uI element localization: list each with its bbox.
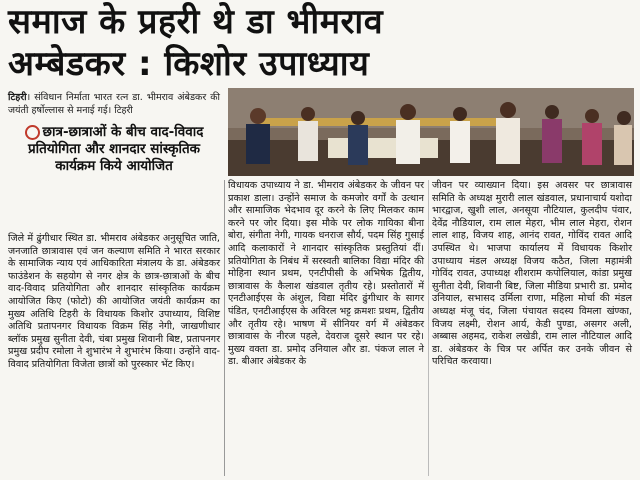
dateline: टिहरी: [8, 92, 27, 103]
column-divider-2: [428, 180, 429, 476]
article-column-1: जिले में ढुंगीधार स्थित डा. भीमराव अंबेडकर अनुसूचित जाति, जनजाति छात्रावास एवं जन कल्याण समिति ने भारत सरकार के सामाजिक न्याय एवं आधिकारिता मंत्रालय के डा. अंबेडकर फाउंडेशन के सहयोग से नगर क्षेत्र के छात्र-छात्राओं के बीच वाद-विवाद प्रतियोगिता और शानदार सांस्कृतिक कार्यक्रम आयोजित किए (फोटो) की आयोजित जयंती कार्यक्रम का मुख्य अतिथि टिहरी के विधायक किशोर उपाध्याय, विशिष्ट अतिथि प्रतापनगर विधायक विक्रम सिंह नेगी, जाखणीधार ब्लॉक प्रमुख सुनीता देवी, चंबा प्रमुख शिवानी बिष्ट, प्रतापनगर प्रमुख प्रदीप रमोला ने शुभारंभ ने शुभारंभ किया। उन्होंने वाद-विवाद प्रतियोगिता विजेता छात्रों को पुरस्कार भेंट किए।: [8, 233, 220, 370]
event-photo-illustration: [228, 88, 634, 176]
subheading: [8, 124, 220, 175]
event-photo: [228, 88, 634, 176]
bullet-circle-icon: [25, 125, 40, 140]
column-divider-1: [224, 180, 225, 476]
headline-line-2: अम्बेडकर : किशोर उपाध्याय: [8, 44, 370, 84]
article-column-2: विधायक उपाध्याय ने डा. भीमराव अंबेडकर के जीवन पर प्रकाश डाला। उन्होंने समाज के कमजोर वर्गों के उत्थान और सामाजिक भेदभाव दूर करने के लिए मिलकर काम करने पर जोर दिया। इस मौके पर लोक गायिका बीना बोरा, संगीता नेगी, गायक धनराज सौर्य, पदम सिंह गुसाई आदि कलाकारों ने शानदार सांस्कृतिक प्रस्तुतियां दीं। प्रतियोगिता के निबंध में सरस्वती बालिका विद्या मंदिर की मोहिना स्थान प्रथम, एनटीपीसी के अभिषेक द्वितीय, छात्रावास के कैलाश खंडवाल तृतीय रहे। प्रस्तोतारों में एनटीआईएस के अंशुल, विद्या मंदिर ढुंगीधार के सागर पंडित, एनटीआईएस के अविरल भट्ट क्रमशः प्रथम, द्वितीय और तृतीय रहे। भाषण में सीनियर वर्ग में अंबेडकर छात्रावास के नीरज पहले, देवराज दूसरे स्थान पर रहे। मुख्य वक्ता डा. प्रमोद उनियाल और डा. पंकज लाल ने डा. बीआर अंबेडकर के: [228, 180, 424, 368]
lead-text: । संविधान निर्माता भारत रत्न डा. भीमराव अंबेडकर की जयंती हर्षोल्लास से मनाई गई। टिहरी: [8, 92, 220, 116]
subheading-text: छात्र-छात्राओं के बीच वाद-विवाद प्रतियोगिता और शानदार सांस्कृतिक कार्यक्रम किये आयोजित: [27, 124, 204, 174]
lead-paragraph: [8, 91, 220, 117]
article-column-3: जीवन पर व्याख्यान दिया। इस अवसर पर छात्रावास समिति के अध्यक्ष मुरारी लाल खंडवाल, प्रधानाचार्य यशोदा भारद्वाज, खुशी लाल, अनसूया नौटियाल, कुलदीप पंवार, देवेंद्र नौडियाल, राम लाल मेहरा, भीम लाल मेहरा, रोशन लाल शाह, विजय शाह, आनंद रावत, गोविंद रावत आदि उपस्थित थे। भाजपा कार्यालय में विधायक किशोर उपाध्याय मंडल अध्यक्ष विजय कठैत, जिला महामंत्री गोविंद रावत, उपाध्यक्ष शीशराम कपोलियाल, कांडा प्रमुख सुनीता देवी, शिवानी बिष्ट, जिला मीडिया प्रभारी डा. प्रमोद उनियाल, सभासद उर्मिला राणा, महिला मोर्चा की मंडल अध्यक्ष मंजू चंद, जिला पंचायत सदस्य विमला खंण्का, विजय लक्ष्मी, रोशन आर्य, केडी पुण्डा, असगर अली, अब्बास अहमद, राकेश लखेडी, राम लाल नौटियाल आदि डा. अंबेडकर के चित्र पर अर्पित कर उनके जीवन से परिचित करवाया।: [432, 180, 632, 368]
headline-line-1: समाज के प्रहरी थे डा भीमराव: [8, 2, 384, 42]
